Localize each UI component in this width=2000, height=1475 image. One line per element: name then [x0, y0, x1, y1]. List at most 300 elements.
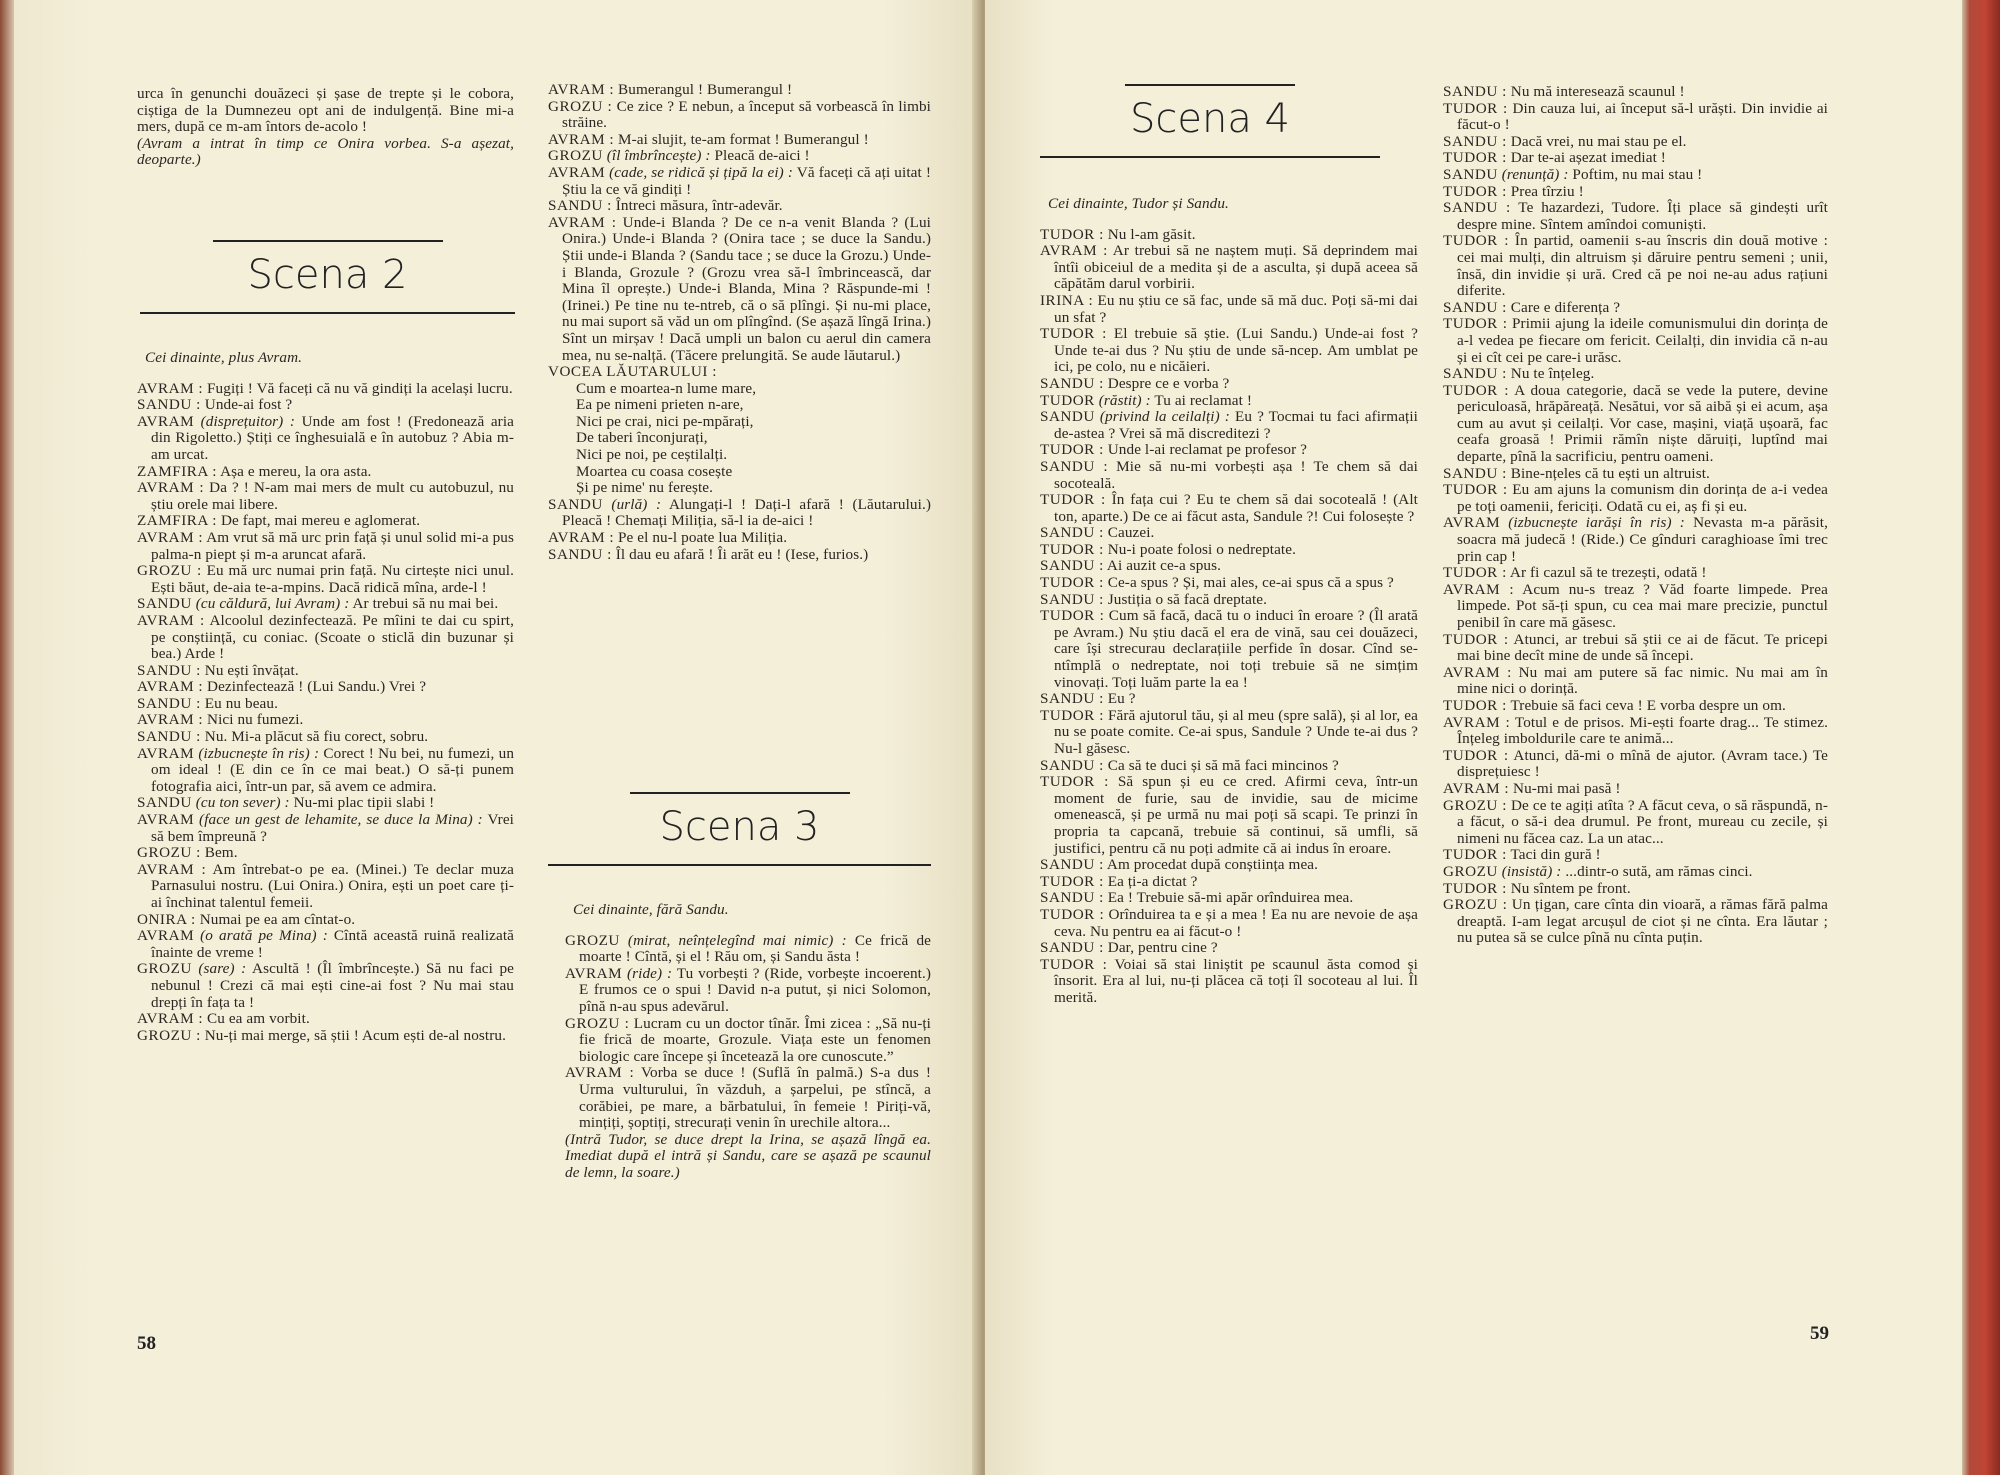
line-text: Vă faceți că ați uitat ! Știu la ce vă gindiți ! [562, 163, 931, 198]
line-text: Am vrut să mă urc prin față și unul solid mi-a pus palma-n piept și m-a aruncat afară. [151, 528, 514, 563]
line-text: Nu-mi mai pasă ! [1513, 779, 1621, 797]
dialogue-line [137, 480, 514, 513]
line-text: Cei dinainte, fără Sandu. [573, 901, 729, 918]
line-text: Prea tîrziu ! [1510, 182, 1584, 200]
speaker-name: SANDU : [1443, 83, 1507, 100]
dialogue-line [565, 966, 931, 1016]
dialogue-line [1443, 665, 1828, 698]
speaker-direction: (cade, se ridică și țipă la ei) : [609, 163, 794, 181]
speaker-name: GROZU : [1443, 896, 1508, 914]
line-text: Ca să te duci și să mă faci mincinos ? [1107, 756, 1339, 774]
speaker-name: TUDOR : [1040, 955, 1108, 973]
line-text: Cum să facă, dacă tu o induci în eroare ? (Îl arată pe Avram.) Nu știu dacă el era de vină, sau cei douăzeci, care își strecurau declarațiile perfide în dosar. Cînd se-ntîmplă o nedreptate, noi toți trebuie să ne simțim vinovați. Toți luăm parte la ea ! [1054, 607, 1419, 691]
dialogue-line [137, 912, 514, 929]
dialogue-line [1443, 715, 1828, 748]
line-text: Poftim, nu mai stau ! [1572, 165, 1703, 183]
scene-3-rule-bottom [548, 864, 931, 866]
speaker-name: GROZU : [137, 844, 201, 862]
dialogue-line [1040, 558, 1418, 575]
dialogue-line [137, 563, 514, 596]
line-text: Dar, pentru cine ? [1107, 939, 1218, 957]
speaker-name: AVRAM : [548, 81, 615, 98]
dialogue-line [1443, 300, 1828, 317]
line-text: Trebuie să faci ceva ! E vorba despre un om. [1510, 696, 1786, 714]
line-text: Am întrebat-o pe ea. (Minei.) Te declar muza Parnasului nostru. (Lui Onira.) Onira, ești un poet care ți-ai închinat talentul femeii. [151, 860, 514, 911]
dialogue-line [548, 148, 931, 165]
dialogue-line [1443, 847, 1828, 864]
dialogue-line [548, 165, 931, 198]
speaker-name: AVRAM [137, 744, 195, 762]
line-text: El trebuie să știe. (Lui Sandu.) Unde-ai fost ? Unde te-ai dus ? Nu știu de unde să-ncep. Am umblat pe ici, pe colo, nu e nicăieri. [1054, 325, 1419, 376]
speaker-name: IRINA : [1040, 291, 1094, 309]
line-text: Nu-ți mai merge, să știi ! Acum ești de-al nostru. [204, 1026, 506, 1044]
speaker-direction: (izbucnește iarăși în ris) : [1508, 514, 1685, 532]
dialogue-line [137, 712, 514, 729]
speaker-name: AVRAM : [1443, 713, 1511, 731]
line-text: Te hazardezi, Tudore. Îți place să gindești urît despre mine. Sîntem amîndoi comuniști. [1457, 199, 1828, 233]
dialogue-line [1040, 691, 1418, 708]
speaker-direction: (mirat, neînțelegînd mai nimic) : [627, 931, 847, 949]
dialogue-line [137, 729, 514, 746]
column-c [1040, 196, 1418, 1007]
dialogue-line [1443, 366, 1828, 383]
speaker-name: SANDU : [548, 197, 612, 215]
speaker-name: TUDOR : [1443, 182, 1507, 200]
line-text: Dacă vrei, nu mai stau pe el. [1510, 132, 1687, 150]
line-text: Eu ? [1107, 690, 1136, 708]
speaker-name: SANDU : [1040, 889, 1104, 907]
speaker-name: TUDOR : [1040, 540, 1104, 558]
speaker-direction: (privind la ceilalți) : [1099, 408, 1230, 426]
speaker-name: GROZU : [548, 97, 613, 115]
speaker-name: GROZU : [137, 562, 202, 580]
dialogue-line [565, 933, 931, 966]
column-a-bottom [137, 350, 514, 1044]
speaker-name: SANDU [137, 595, 192, 613]
dialogue-line [1040, 774, 1418, 857]
dialogue-line [137, 845, 514, 862]
scene-2-heading-block [140, 240, 515, 314]
speaker-name: TUDOR : [1040, 441, 1104, 459]
speaker-direction: (disprețuitor) : [200, 412, 296, 430]
speaker-direction: (cu căldură, lui Avram) : [195, 595, 350, 613]
dialogue-line [1443, 515, 1828, 565]
line-text: Ar trebui să nu mai bei. [352, 595, 499, 613]
speaker-direction: (o arată pe Mina) : [200, 927, 328, 945]
speaker-name: VOCEA LĂUTARULUI : [548, 363, 717, 381]
page-edge [1962, 0, 2000, 1475]
dialogue-line [1040, 442, 1418, 459]
dialogue-line [1040, 293, 1418, 326]
dialogue-line [548, 497, 931, 530]
dialogue-line [1443, 482, 1828, 515]
dialogue-line [1443, 184, 1828, 201]
line-text: (Avram a intrat în timp ce Onira vorbea. S-a așezat, deoparte.) [137, 134, 514, 169]
line-text: Din cauza lui, ai început să-l urăști. Din invidie ai făcut-o ! [1457, 99, 1829, 134]
scene-cast-note [1040, 196, 1418, 213]
speaker-name: SANDU : [1040, 524, 1104, 542]
dialogue-line [137, 397, 514, 414]
dialogue-line [137, 862, 514, 912]
dialogue-line [1040, 243, 1418, 293]
speaker-name: ONIRA : [137, 910, 196, 928]
dialogue-line [137, 663, 514, 680]
line-text: Orînduirea ta e și a mea ! Ea nu are nevoie de așa ceva. Nu pentru ea ai făcut-o ! [1054, 905, 1418, 940]
speaker-name: SANDU : [137, 694, 201, 712]
line-text: Vorba se duce ! (Suflă în palmă.) S-a dus ! Urma vulturului, în văzduh, a șarpelui, pe stîncă, a corăbiei, pe mare, a bărbatului, în femeie ! Piriți-vă, mințiți, șoptiți, strecurați venin în urechile altora... [579, 1064, 931, 1132]
speaker-name: AVRAM [137, 927, 195, 945]
dialogue-line [1040, 492, 1418, 525]
scene-3-heading-block [548, 792, 931, 866]
line-text: Care e diferența ? [1510, 298, 1621, 316]
line-text: Ai auzit ce-a spus. [1106, 557, 1221, 575]
speaker-name: TUDOR : [1443, 846, 1507, 864]
dialogue-line [1040, 592, 1418, 609]
speaker-name: ZAMFIRA : [137, 462, 218, 480]
speaker-name: AVRAM [1443, 514, 1501, 532]
line-text: Dezinfectează ! (Lui Sandu.) Vrei ? [207, 678, 427, 696]
speaker-name: TUDOR : [1040, 325, 1107, 343]
dialogue-line [1443, 316, 1828, 366]
column-b-top [548, 82, 931, 563]
speaker-name: SANDU : [1040, 939, 1104, 957]
dialogue-line [1443, 134, 1828, 151]
speaker-name: SANDU : [1443, 132, 1507, 150]
dialogue-line [1040, 525, 1418, 542]
dialogue-line [548, 82, 931, 99]
line-text: De ce te agiți atîta ? A făcut ceva, o să răspundă, n-a făcut, o să-i dea drumul. Pe front, mureau cu zecile, și nimeni nu făcea caz. La un atac... [1457, 796, 1829, 847]
verse-line [548, 464, 931, 481]
line-text: Nu te înțeleg. [1510, 365, 1595, 383]
dialogue-line [1443, 698, 1828, 715]
speaker-name: AVRAM : [137, 678, 204, 696]
scene-2-title: Scena 2 [247, 252, 408, 298]
speaker-name: GROZU [137, 960, 192, 978]
dialogue-line [1040, 459, 1418, 492]
scene-4-rule-top [1125, 84, 1295, 86]
dialogue-line [1040, 393, 1418, 410]
column-b-bottom [565, 902, 931, 1182]
speaker-name: TUDOR : [1443, 481, 1508, 499]
dialogue-line [548, 547, 931, 564]
speaker-name: AVRAM : [1040, 242, 1108, 260]
speaker-name: TUDOR [1040, 391, 1095, 409]
speaker-direction: (renunță) : [1501, 165, 1569, 183]
line-text: Ascultă ! (Îl îmbrîncește.) Să nu faci pe nebunul ! Crezi că mai ești cine-ai fost ? Nu mai stau drepți în fața ta ! [151, 960, 514, 1011]
line-text: Cu ea am vorbit. [207, 1010, 310, 1028]
line-text: Cauzei. [1107, 524, 1155, 542]
speaker-name: TUDOR : [1443, 746, 1509, 764]
line-text: În partid, oamenii s-au înscris din două motive : cei mai mulți, din altruism și dăruire pentru semeni ; unii, însă, din invidie și ură. Cred că pe noi ne-au adus rațiuni diferite. [1457, 232, 1829, 300]
dialogue-line [548, 215, 931, 364]
speaker-name: SANDU : [137, 728, 201, 746]
scene-2-rule-bottom [140, 312, 515, 314]
speaker-name: AVRAM : [548, 213, 617, 231]
speaker-name: SANDU : [1040, 690, 1104, 708]
dialogue-line [1443, 582, 1828, 632]
speaker-direction: (sare) : [198, 960, 247, 978]
dialogue-line [137, 1011, 514, 1028]
line-text: Am procedat după conștiința mea. [1106, 856, 1319, 874]
dialogue-line [1443, 200, 1828, 233]
speaker-direction: (răstit) : [1098, 391, 1151, 409]
speaker-direction: (face un gest de lehamite, se duce la Mina) : [199, 811, 483, 829]
dialogue-line [1443, 632, 1828, 665]
line-text: Acum nu-s treaz ? Văd foarte limpede. Prea limpede. Pot să-ți spun, cu cea mai mare precizie, punctul penibil în care mă găsesc. [1457, 580, 1828, 631]
line-text: Tu vorbești ? (Ride, vorbește incoerent.) E frumos ce o spui ! David n-a putut, și nici Solomon, pînă n-au spus adevărul. [579, 964, 932, 1015]
line-text: Unde am fost ! (Fredonează aria din Rigoletto.) Știți ce înghesuială e în autobuz ? Abia m-am urcat. [151, 412, 514, 463]
line-text: Nici pe crai, nici pe-mpărați, [576, 412, 754, 430]
line-text: Eu ? Tocmai tu faci afirmații de-astea ? Vrei să mă discreditezi ? [1054, 408, 1418, 442]
dialogue-line [1443, 383, 1828, 466]
speaker-name: SANDU : [1040, 856, 1104, 874]
line-text: A doua categorie, dacă se vede la putere, devine periculoasă, hrăpăreață. Nesătui, vor să aibă și ei acum, așa cum au avut și ceilalți. Vor case, mașini, viață ușoară, fac ceafa groasă ! Primii rămîn niște dăruiți, luptînd mai departe, pînă la sacrificiu, pentru oameni. [1457, 381, 1828, 466]
line-text: ...dintr-o sută, am rămas cinci. [1565, 862, 1753, 880]
line-text: Nu mai am putere să fac nimic. Nu mai am în mine nici o dorință. [1457, 663, 1828, 698]
dialogue-line [1443, 781, 1828, 798]
line-text: Nici pe noi, pe ceștilalți. [576, 446, 728, 464]
speaker-name: AVRAM [565, 964, 623, 982]
scene-cast-note [137, 350, 514, 367]
line-text: Un țigan, care cînta din vioară, a rămas fără palma dreaptă. I-am legat arcușul de ciot și ne cînta. Era lăutar ; nu putea să se culce pînă nu cînta puțin. [1457, 896, 1829, 947]
line-text: De taberi înconjurați, [576, 429, 708, 447]
speaker-name: AVRAM : [137, 379, 204, 397]
speaker-name: AVRAM : [137, 860, 207, 878]
dialogue-line [1443, 84, 1828, 101]
speaker-name: GROZU [548, 147, 603, 165]
line-text: Totul e de prisos. Mi-ești foarte drag... Te stimez. Înțeleg imboldurile care te animă... [1457, 713, 1828, 748]
speaker-name: SANDU : [1040, 590, 1104, 608]
dialogue-line [548, 132, 931, 149]
speaker-name: TUDOR : [1040, 491, 1106, 509]
line-text: Mie să nu-mi vorbești așa ! Te chem să dai socoteală. [1054, 457, 1418, 492]
line-text: Da ? ! N-am mai mers de mult cu autobuzul, nu știu orele mai libere. [151, 479, 514, 513]
speaker-name: TUDOR : [1040, 773, 1109, 791]
dialogue-line [1443, 101, 1828, 134]
line-text: Cîntă această ruină realizată înainte de vreme ! [151, 927, 514, 961]
scene-4-heading-block [1040, 84, 1380, 158]
dialogue-line [1040, 708, 1418, 758]
line-text: Nu mă interesează scaunul ! [1510, 83, 1685, 100]
dialogue-line [1040, 326, 1418, 376]
speaker-name: GROZU : [565, 1014, 630, 1032]
dialogue-line [137, 746, 514, 796]
line-text: Nu-i poate folosi o nedreptate. [1107, 540, 1296, 558]
dialogue-line [1040, 409, 1418, 442]
dialogue-line [1040, 227, 1418, 244]
verse-line [548, 381, 931, 398]
dialogue-line [1040, 758, 1418, 775]
line-text: Unde-ai fost ? [204, 396, 293, 414]
text-line [137, 86, 514, 136]
speaker-direction: (insistă) : [1501, 862, 1562, 880]
dialogue-line [1040, 907, 1418, 940]
dialogue-line [1040, 575, 1418, 592]
scene-3-rule-top [630, 792, 850, 794]
line-text: Ar fi cazul să te trezești, odată ! [1509, 564, 1707, 582]
column-d [1443, 84, 1828, 947]
line-text: Unde l-ai reclamat pe profesor ? [1107, 441, 1308, 459]
speaker-name: AVRAM : [548, 130, 615, 148]
line-text: Cei dinainte, plus Avram. [145, 349, 303, 366]
speaker-name: SANDU [1040, 408, 1095, 426]
speaker-name: SANDU : [1443, 365, 1507, 383]
speaker-name: SANDU : [137, 661, 201, 679]
dialogue-line [1443, 864, 1828, 881]
speaker-name: TUDOR : [1040, 574, 1104, 592]
line-text: Ea ți-a dictat ? [1107, 872, 1198, 890]
speaker-name: TUDOR : [1443, 696, 1507, 714]
scene-4-title: Scena 4 [1129, 96, 1291, 142]
line-text: Întrеci măsura, într-adevăr. [615, 197, 783, 215]
line-text: Atunci, ar trebui să știi ce ai de făcut. Te pricepi mai bine decît mine de unde să începi. [1457, 630, 1829, 665]
dialogue-line [1040, 874, 1418, 891]
line-text: Ce-a spus ? Și, mai ales, ce-ai spus că a spus ? [1107, 574, 1394, 592]
line-text: Pleacă de-aici ! [714, 147, 810, 165]
speaker-name: AVRAM [548, 163, 606, 181]
stage-direction [565, 1132, 931, 1182]
speaker-name: AVRAM : [137, 479, 205, 497]
dialogue-line [1040, 542, 1418, 559]
line-text: De fapt, mai mereu e aglomerat. [220, 512, 421, 530]
speaker-name: TUDOR : [1443, 315, 1508, 333]
dialogue-line [137, 513, 514, 530]
line-text: Ea ! Trebuie să-mi apăr orînduirea mea. [1107, 889, 1354, 907]
line-text: M-ai slujit, te-am format ! Bumerangul ! [618, 130, 869, 148]
speaker-name: GROZU : [1443, 796, 1507, 814]
speaker-name: SANDU : [137, 396, 201, 414]
line-text: Ce frică de moarte ! Cîntă, și el ! Rău om, și Sandu ăsta ! [579, 931, 931, 966]
dialogue-line [137, 613, 514, 663]
dialogue-line [1443, 167, 1828, 184]
line-text: Eu nu beau. [204, 694, 278, 712]
line-text: Nevasta m-a părăsit, soacra mă judecă ! (Ride.) Ce gînduri caraghioase îmi trec prin cap ! [1457, 514, 1828, 565]
line-text: Bumerangul ! Bumerangul ! [618, 81, 793, 98]
column-a-top [137, 86, 514, 169]
dialogue-line [137, 679, 514, 696]
speaker-name: AVRAM : [1443, 779, 1510, 797]
dialogue-line [1443, 897, 1828, 947]
speaker-name: TUDOR : [1040, 872, 1104, 890]
stage-direction [137, 136, 514, 169]
line-text: Ea pe nimeni prieten n-are, [576, 396, 744, 414]
line-text: Tu ai reclamat ! [1154, 391, 1253, 409]
speaker-name: ZAMFIRA : [137, 512, 218, 530]
speaker-name: SANDU [548, 495, 603, 513]
line-text: Bine-nțeles că tu ești un altruist. [1510, 464, 1710, 482]
speaker-direction: (cu ton sever) : [195, 794, 290, 812]
dialogue-line [137, 795, 514, 812]
speaker-direction: (îl îmbrîncește) : [606, 147, 711, 165]
speaker-name: SANDU [137, 794, 192, 812]
line-text: Ce zice ? E nebun, a început să vorbească în limbi străine. [562, 97, 931, 132]
page-number-left: 58 [137, 1333, 156, 1354]
dialogue-line [1040, 608, 1418, 691]
speaker-name: TUDOR : [1443, 381, 1509, 399]
dialogue-line [137, 812, 514, 845]
dialogue-line [565, 1065, 931, 1131]
speaker-name: AVRAM : [137, 611, 205, 629]
line-text: Nu ești învățat. [204, 661, 299, 679]
line-text: Alungați-l ! Dați-l afară ! (Lăutarului.) Pleacă ! Chemați Miliția, să-l ia de-aici ! [562, 495, 931, 530]
scene-3-title: Scena 3 [659, 804, 820, 850]
verse-line [548, 414, 931, 431]
line-text: Despre ce e vorba ? [1107, 374, 1230, 392]
line-text: Atunci, dă-mi o mînă de ajutor. (Avram tace.) Te disprețuiesc ! [1457, 746, 1829, 781]
line-text: Eu nu știu ce să fac, unde să mă duc. Poți să-mi dai un sfat ? [1054, 291, 1418, 326]
line-text: Nu l-am găsit. [1107, 225, 1196, 243]
dialogue-line [137, 696, 514, 713]
speaker-name: AVRAM : [137, 1010, 204, 1028]
speaker-name: SANDU : [1040, 457, 1109, 475]
line-text: Nici nu fumezi. [207, 711, 304, 729]
dialogue-line [137, 596, 514, 613]
dialogue-line [1443, 233, 1828, 299]
dialogue-line [1040, 857, 1418, 874]
speaker-name: GROZU [565, 931, 620, 949]
line-text: Și pe nime' nu ferește. [576, 479, 714, 497]
line-text: Îl dau eu afară ! Îi arăt eu ! (Iese, furios.) [615, 545, 869, 563]
line-text: Să spun și eu ce cred. Afirmi ceva, într-un moment de furie, sau de invidie, sau de micime omenească, și pe urmă nu mai poți să scapi. Te prinzi în propria ta capcană, trebuie să continui, să umfli, să justifici, pentru că nu poți admite că ai indus în eroare. [1054, 773, 1418, 857]
dialogue-line [1443, 881, 1828, 898]
speaker-name: TUDOR : [1443, 879, 1507, 897]
scene-4-rule-bottom [1040, 156, 1380, 158]
dialogue-line [1443, 748, 1828, 781]
line-text: Corect ! Nu bei, nu fumezi, un om ideal ! (E din ce în ce mai beat.) O să-ți punem fotografia aici, într-un par, să avem ce admira. [151, 744, 515, 795]
line-text: Voiai să stai liniștit pe scaunul ăsta comod și însorit. Era al lui, nu-ți plăcea că toți îl socoteau al lui. Îl merită. [1054, 955, 1418, 1006]
speaker-name: GROZU : [137, 1026, 201, 1044]
line-text: Fără ajutorul tău, și al meu (spre sală), și al lor, ea nu se poate comite. Ce-ai spus, Sandule ? Unde te-ai dus ? Nu-l găsesc. [1054, 706, 1418, 757]
dialogue-line [137, 1028, 514, 1045]
line-text: Cum e moartea-n lume mare, [576, 379, 757, 397]
dialogue-line [1040, 890, 1418, 907]
line-text: Moartea cu coasa cosește [576, 462, 733, 480]
line-text: Așa e mereu, la ora asta. [220, 462, 372, 480]
dialogue-line [137, 414, 514, 464]
speaker-name: TUDOR : [1040, 225, 1104, 243]
line-text: Nu sîntem pe front. [1510, 879, 1631, 897]
scene-cast-note [565, 902, 931, 919]
speaker-name: SANDU : [1040, 557, 1104, 575]
line-text: Justiția o să facă dreptate. [1107, 590, 1268, 608]
verse-line [548, 397, 931, 414]
speaker-name: AVRAM [137, 412, 195, 430]
line-text: urca în genunchi douăzeci și șase de trepte și le cobora, ciștiga de la Dumnezeu opt ani de indulgență. Bine mi-a mers, după ce m-am întors de-acolo ! [137, 85, 514, 136]
line-text: Numai pe ea am cîntat-o. [199, 910, 356, 928]
dialogue-line [548, 364, 931, 381]
speaker-name: AVRAM : [1443, 663, 1512, 681]
speaker-name: TUDOR : [1443, 564, 1507, 582]
scene-2-rule-top [213, 240, 443, 242]
speaker-name: SANDU : [1443, 464, 1507, 482]
speaker-name: SANDU : [1443, 298, 1507, 316]
line-text: Cei dinainte, Tudor și Sandu. [1048, 195, 1229, 212]
verse-line [548, 480, 931, 497]
speaker-direction: (izbucnește în ris) : [198, 744, 320, 762]
dialogue-line [1443, 798, 1828, 848]
speaker-name: SANDU : [1040, 756, 1104, 774]
dialogue-line [548, 198, 931, 215]
speaker-name: TUDOR : [1040, 706, 1104, 724]
speaker-name: AVRAM : [1443, 580, 1515, 598]
speaker-name: SANDU : [1040, 374, 1104, 392]
line-text: Bem. [204, 844, 238, 862]
dialogue-line [1443, 466, 1828, 483]
speaker-name: TUDOR : [1443, 149, 1507, 167]
line-text: Vrei să bem împreună ? [151, 811, 514, 845]
dialogue-line [137, 464, 514, 481]
dialogue-line [137, 381, 514, 398]
